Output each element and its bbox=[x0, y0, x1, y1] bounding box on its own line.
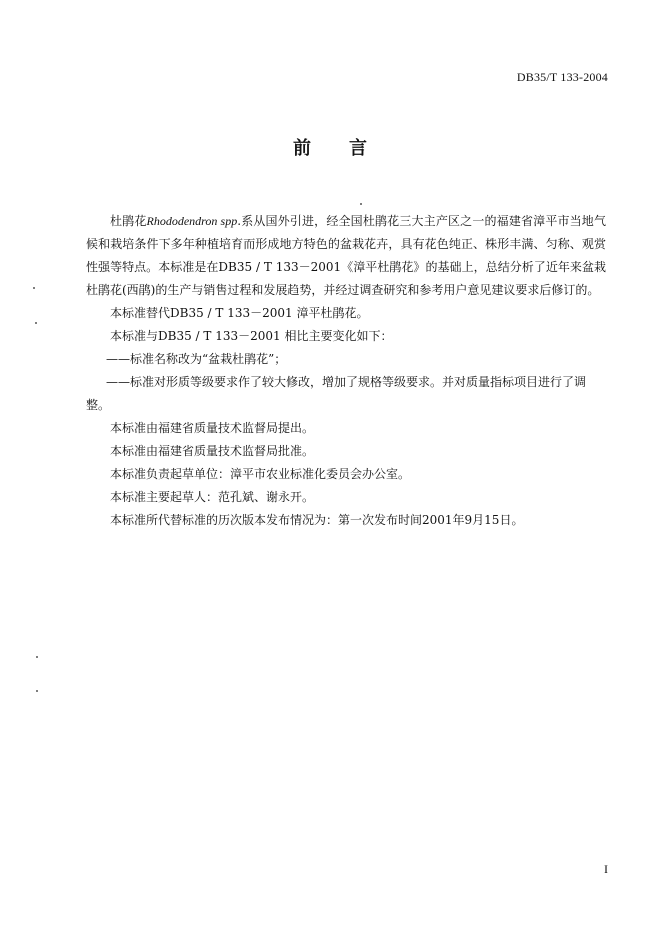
page-title: 前言 bbox=[293, 138, 405, 159]
change-item: ——标准对形质等级要求作了较大修改，增加了规格等级要求。并对质量指标项目进行了调整。 bbox=[86, 375, 587, 412]
scan-speck bbox=[36, 690, 38, 692]
standard-code: DB35/T 133-2004 bbox=[516, 70, 608, 84]
scan-speck bbox=[35, 322, 37, 324]
foreword-body bbox=[86, 210, 606, 532]
intro-paragraph bbox=[86, 210, 606, 302]
intro-rest: .系从国外引进，经全国杜鹃花三大主产区之一的福建省漳平市当地气候和栽培条件下多年种植培育而形成地方特色的盆栽花卉，具有花色纯正、株形丰满、匀称、观赏性强等特点。本标准是在DB35 / T 133－2001《漳平杜鹃花》的基础上，总结分析了近年来盆栽杜鹃花(西鹃)的生产与销售过程和发展趋势，并经过调查研究和参考用户意见建议要求后修订的。 bbox=[86, 214, 606, 297]
change-item: ——标准名称改为“盆栽杜鹃花”； bbox=[106, 352, 287, 366]
approved-by-paragraph: 本标准由福建省质量技术监督局批准。 bbox=[110, 444, 315, 458]
latin-name: Rhododendron spp bbox=[146, 214, 238, 228]
scan-speck bbox=[33, 287, 35, 289]
scan-speck bbox=[360, 203, 362, 205]
drafting-unit-paragraph: 本标准负责起草单位：漳平市农业标准化委员会办公室。 bbox=[110, 467, 411, 481]
replaces-paragraph: 本标准替代DB35 / T 133－2001 漳平杜鹃花。 bbox=[110, 306, 369, 320]
proposed-by-paragraph: 本标准由福建省质量技术监督局提出。 bbox=[110, 421, 315, 435]
drafters-paragraph: 本标准主要起草人：范孔斌、谢永开。 bbox=[110, 490, 315, 504]
scan-speck bbox=[36, 656, 38, 658]
changes-intro-paragraph: 本标准与DB35 / T 133－2001 相比主要变化如下： bbox=[110, 329, 393, 343]
page-number: I bbox=[604, 862, 608, 876]
intro-prefix: 杜鹃花 bbox=[110, 214, 147, 228]
history-paragraph: 本标准所代替标准的历次版本发布情况为：第一次发布时间2001年9月15日。 bbox=[110, 513, 524, 527]
